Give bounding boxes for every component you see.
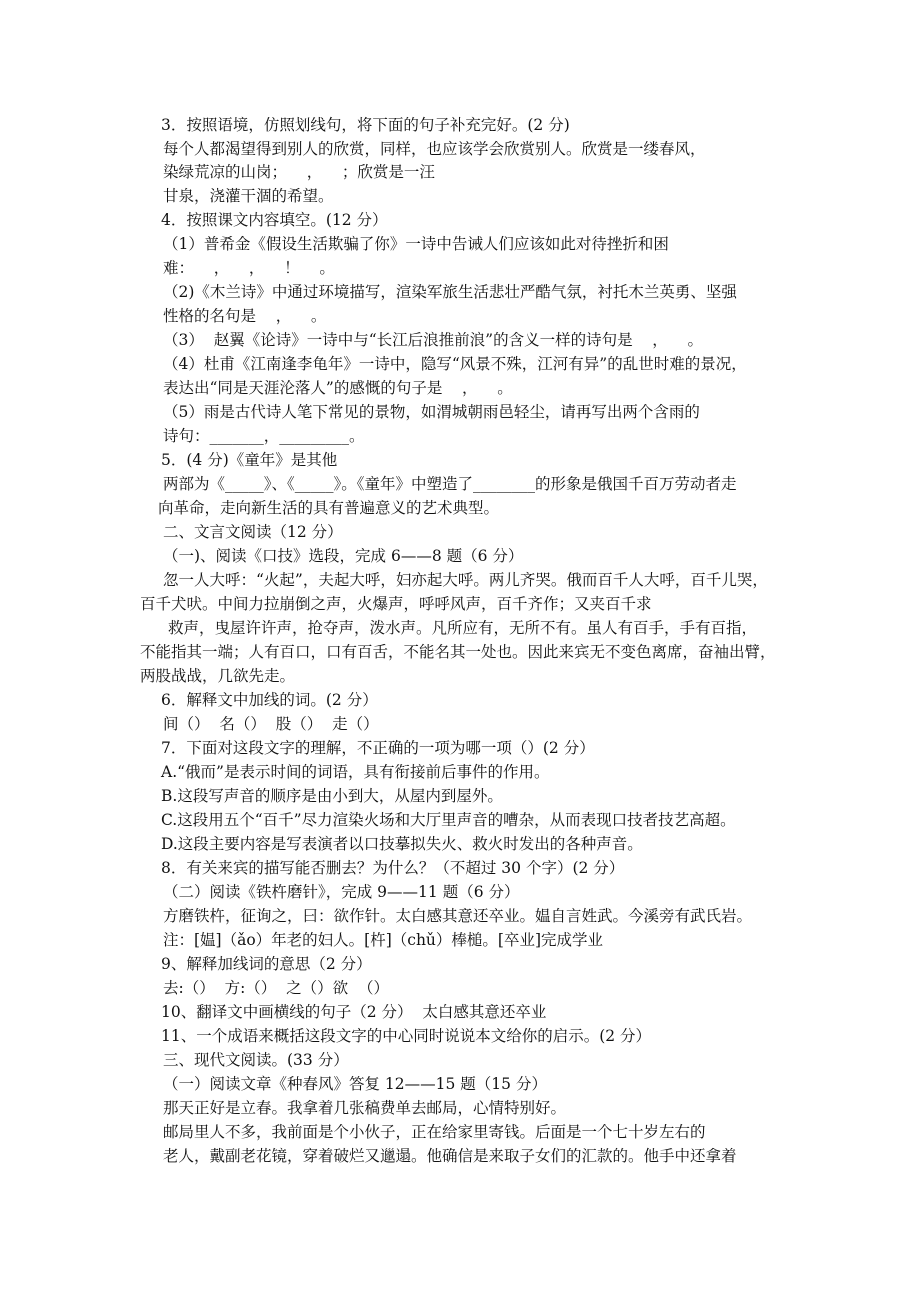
text-line: 两部为《_____》、《_____》。《童年》中塑造了________的形象是俄国千百万劳动者走 <box>163 475 737 493</box>
text-line: （二）阅读《铁杵磨针》，完成 9——11 题（6 分） <box>163 883 520 901</box>
text-line: （一）阅读文章《种春风》答复 12——15 题（15 分） <box>163 1075 547 1093</box>
text-line: （3） 赵翼《论诗》一诗中与“长江后浪推前浪”的含义一样的诗句是 ， 。 <box>163 331 703 349</box>
text-line: （4）杜甫《江南逢李龟年》一诗中，隐写“风景不殊，江河有异”的乱世时难的景况， <box>163 355 747 373</box>
text-line: 两股战战，几欲先走。 <box>140 667 296 685</box>
text-line: 8．有关来宾的描写能否删去？为什么？（不超过 30 个字）(2 分） <box>161 859 625 877</box>
text-line: 10、翻译文中画横线的句子（2 分） 太白感其意还卒业 <box>161 1003 547 1021</box>
text-line: 每个人都渴望得到别人的欣赏，同样，也应该学会欣赏别人。欣赏是一缕春风， <box>163 140 706 158</box>
text-line: 间（） 名（） 股（） 走（） <box>163 715 379 733</box>
option-d: D.这段主要内容是写表演者以口技摹拟失火、救火时发出的各种声音。 <box>161 835 643 853</box>
text-line: 方磨铁杵，征询之，曰：欲作针。太白感其意还卒业。媪自言姓武。今溪旁有武氏岩。 <box>163 907 753 925</box>
text-line: （5）雨是古代诗人笔下常见的景物，如渭城朝雨邑轻尘，请再写出两个含雨的 <box>163 403 700 421</box>
text-line: 邮局里人不多，我前面是个小伙子，正在给家里寄钱。后面是一个七十岁左右的 <box>163 1123 706 1141</box>
text-line: 7．下面对这段文字的理解，不正确的一项为哪一项（）(2 分） <box>161 739 595 757</box>
option-b: B.这段写声音的顺序是由小到大，从屋内到屋外。 <box>161 787 503 805</box>
text-line: 5．(4 分)《童年》是其他 <box>161 451 338 469</box>
section-heading: 二、文言文阅读（12 分） <box>163 523 343 541</box>
text-line: 那天正好是立春。我拿着几张稿费单去邮局，心情特别好。 <box>163 1099 567 1117</box>
text-line: 忽一人大呼：“火起”，夫起大呼，妇亦起大呼。两儿齐哭。俄而百千人大呼，百千儿哭， <box>163 571 768 589</box>
text-line: 注：[媪]（ǎo）年老的妇人。[杵]（chǔ）棒槌。[卒业]完成学业 <box>163 931 604 949</box>
text-line: 难： ， ， ！ 。 <box>163 259 335 277</box>
text-line: （一)、阅读《口技》选段，完成 6——8 题（6 分） <box>163 547 524 565</box>
text-line: 百千犬吠。中间力拉崩倒之声，火爆声，呼呼风声，百千齐作；又夹百千求 <box>140 595 652 613</box>
text-line: 4．按照课文内容填空。(12 分） <box>161 211 388 229</box>
text-line: 性格的名句是 ， 。 <box>163 307 327 325</box>
text-line: 6．解释文中加线的词。(2 分） <box>161 691 378 709</box>
text-line: 染绿荒凉的山岗； ， ；欣赏是一汪 <box>163 163 435 181</box>
text-line: 甘泉，浇灌干涸的希望。 <box>163 187 334 205</box>
text-line: 去:（） 方:（） 之（）欲 （） <box>163 979 390 997</box>
section-heading: 三、现代文阅读。(33 分） <box>163 1051 349 1069</box>
text-line: 不能指其一端；人有百口，口有百舌，不能名其一处也。因此来宾无不变色离席，奋袖出臂， <box>140 643 776 661</box>
text-line: 表达出“同是天涯沦落人”的感慨的句子是 ， 。 <box>163 379 513 397</box>
text-line: 9、解释加线词的意思（2 分） <box>161 955 372 973</box>
text-line: （2)《木兰诗》中通过环境描写，渲染军旅生活悲壮严酷气氛，衬托木兰英勇、坚强 <box>163 283 737 301</box>
text-line: 救声，曳屋许许声，抢夺声，泼水声。凡所应有，无所不有。虽人有百手，手有百指， <box>168 619 758 637</box>
text-line: 诗句：_______，_________。 <box>163 427 365 445</box>
text-line: （1）普希金《假设生活欺骗了你》一诗中告诫人们应该如此对待挫折和困 <box>163 235 669 253</box>
option-c: C.这段用五个“百千”尽力渲染火场和大厅里声音的嘈杂，从而表现口技者技艺高超。 <box>161 811 736 829</box>
option-a: A.“俄而”是表示时间的词语，具有衔接前后事件的作用。 <box>161 763 550 781</box>
text-line: 3．按照语境，仿照划线句，将下面的句子补充完好。(2 分) <box>161 116 570 134</box>
text-line: 11、一个成语来概括这段文字的中心同时说说本文给你的启示。(2 分） <box>161 1027 652 1045</box>
text-line: 向革命，走向新生活的具有普遍意义的艺术典型。 <box>158 499 500 517</box>
text-line: 老人，戴副老花镜，穿着破烂又邋遢。他确信是来取子女们的汇款的。他手中还拿着 <box>163 1147 737 1165</box>
